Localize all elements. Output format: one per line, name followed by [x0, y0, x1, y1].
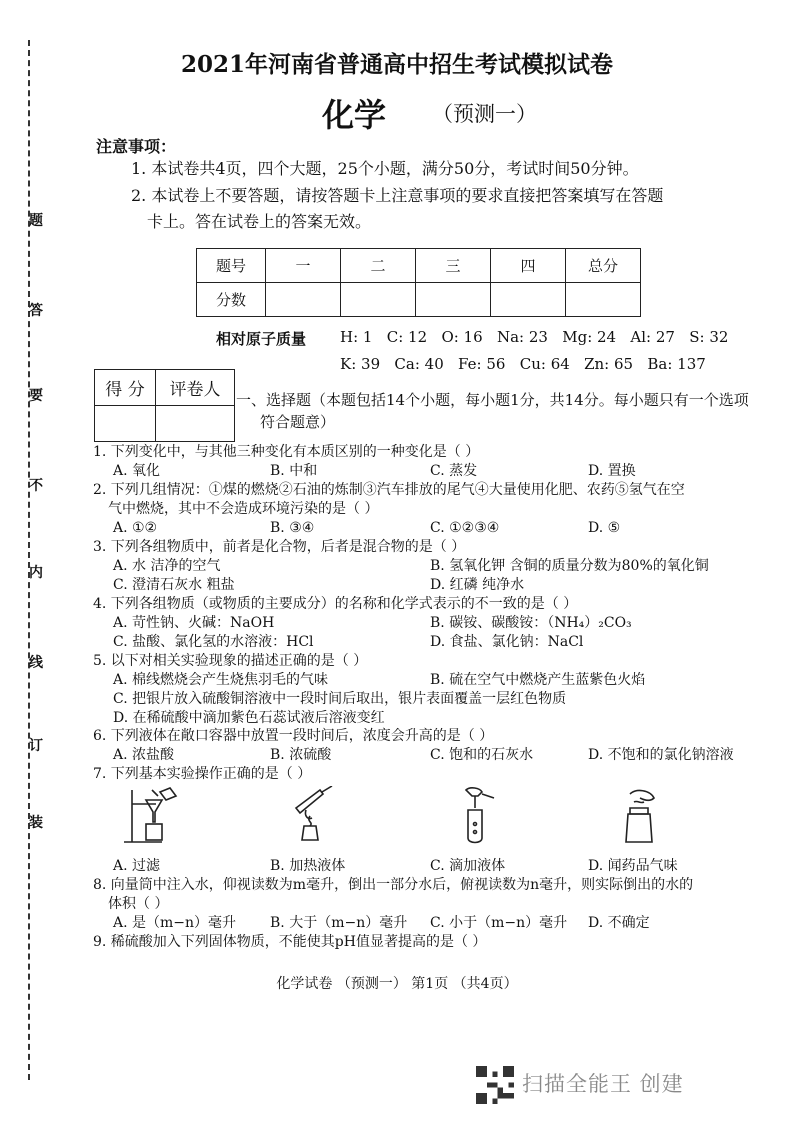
score-cell — [341, 283, 416, 317]
answer-option: D. 食盐、氯化钠：NaCl — [430, 634, 584, 650]
grader-label: 评卷人 — [156, 370, 235, 406]
question-stem: 体积（ ） — [108, 896, 169, 912]
answer-option: B. 硫在空气中燃烧产生蓝紫色火焰 — [430, 672, 646, 688]
note-item: 2. 本试卷上不要答题，请按答题卡上注意事项的要求直接把答案填写在答题 — [131, 186, 664, 205]
answer-option: D. 红磷 纯净水 — [430, 577, 525, 593]
question-stem: 9. 稀硫酸加入下列固体物质，不能使其pH值显著提高的是（ ） — [93, 934, 487, 950]
page-footer: 化学试卷 （预测一） 第1页 （共4页） — [276, 976, 518, 992]
filtration-apparatus-icon — [122, 786, 178, 844]
answer-option: D. 置换 — [588, 463, 636, 479]
question-stem: 1. 下列变化中，与其他三种变化有本质区别的一种变化是（ ） — [93, 444, 480, 460]
section-heading: 一、选择题（本题包括14个小题，每小题1分，共14分。每小题只有一个选项 — [236, 391, 749, 409]
answer-option: A. 氧化 — [113, 463, 161, 479]
question-stem: 3. 下列各组物质中，前者是化合物，后者是混合物的是（ ） — [93, 539, 466, 555]
answer-option: C. 小于（m−n）毫升 — [430, 915, 568, 931]
answer-option: A. 水 洁净的空气 — [113, 558, 221, 574]
answer-option: B. 氢氧化钾 含铜的质量分数为80%的氧化铜 — [430, 558, 709, 574]
atomic-mass-line: H: 1 C: 12 O: 16 Na: 23 Mg: 24 Al: 27 S: 32 — [340, 328, 729, 346]
answer-option: D. ⑤ — [588, 520, 621, 536]
question-stem: 2. 下列几组情况：①煤的燃烧②石油的炼制③汽车排放的尾气④大量使用化肥、农药⑤氢气在空 — [93, 482, 685, 498]
answer-option: D. 闻药品气味 — [588, 858, 678, 874]
answer-option: A. 苛性钠、火碱：NaOH — [113, 615, 275, 631]
qr-code-icon — [476, 1066, 514, 1104]
answer-option: B. ③④ — [270, 520, 315, 536]
atomic-mass-line: K: 39 Ca: 40 Fe: 56 Cu: 64 Zn: 65 Ba: 137 — [340, 355, 706, 373]
score-table-header: 一 — [266, 249, 341, 283]
subject-name: 化学 — [322, 96, 387, 134]
answer-option: D. 不确定 — [588, 915, 650, 931]
smell-gas-icon — [610, 786, 666, 844]
binding-char: 装 — [29, 815, 43, 831]
score-cell — [95, 406, 156, 442]
answer-option: C. 蒸发 — [430, 463, 478, 479]
answer-option: A. 过滤 — [113, 858, 161, 874]
question-stem: 5. 以下对相关实验现象的描述正确的是（ ） — [93, 653, 368, 669]
binding-char: 答 — [29, 303, 43, 319]
dropping-liquid-icon — [448, 786, 504, 844]
binding-char: 题 — [29, 213, 43, 229]
answer-option: B. 碳铵、碳酸铵：（NH₄）₂CO₃ — [430, 615, 632, 631]
binding-char: 要 — [29, 388, 43, 404]
score-cell — [416, 283, 491, 317]
score-table-header: 题号 — [197, 249, 266, 283]
answer-option: C. 澄清石灰水 粗盐 — [113, 577, 235, 593]
score-table — [196, 248, 641, 317]
binding-char: 订 — [29, 738, 43, 754]
heating-liquid-icon — [286, 786, 342, 844]
grader-box — [94, 369, 235, 442]
answer-option: C. ①②③④ — [430, 520, 500, 536]
score-table-header-row — [197, 249, 641, 283]
question-stem: 8. 向量筒中注入水，仰视读数为m毫升，倒出一部分水后，俯视读数为n毫升，则实际倒出的水的 — [93, 877, 694, 893]
question-stem: 7. 下列基本实验操作正确的是（ ） — [93, 766, 312, 782]
notes-heading: 注意事项： — [96, 137, 177, 156]
score-cell — [491, 283, 566, 317]
score-label: 得 分 — [95, 370, 156, 406]
score-table-header: 二 — [341, 249, 416, 283]
score-row-label: 分数 — [197, 283, 266, 317]
answer-option: A. ①② — [113, 520, 158, 536]
answer-option: A. 浓盐酸 — [113, 747, 175, 763]
answer-option: D. 在稀硫酸中滴加紫色石蕊试液后溶液变红 — [113, 710, 385, 726]
question-stem: 气中燃烧，其中不会造成环境污染的是（ ） — [108, 501, 379, 517]
answer-option: B. 中和 — [270, 463, 318, 479]
answer-option: C. 饱和的石灰水 — [430, 747, 534, 763]
exam-title: 2021年河南省普通高中招生考试模拟试卷 — [180, 51, 613, 78]
note-item: 1. 本试卷共4页，四个大题，25个小题，满分50分，考试时间50分钟。 — [131, 159, 639, 178]
answer-option: B. 加热液体 — [270, 858, 346, 874]
answer-option: A. 是（m−n）毫升 — [113, 915, 237, 931]
section-heading: 符合题意） — [260, 413, 336, 431]
answer-option: B. 大于（m−n）毫升 — [270, 915, 408, 931]
scanner-watermark: 扫描全能王 创建 — [522, 1072, 684, 1096]
score-table-header: 总分 — [566, 249, 641, 283]
score-cell — [266, 283, 341, 317]
score-table-header: 三 — [416, 249, 491, 283]
answer-option: D. 不饱和的氯化钠溶液 — [588, 747, 734, 763]
score-cell — [566, 283, 641, 317]
binding-char: 线 — [29, 655, 43, 671]
answer-option: A. 棉线燃烧会产生烧焦羽毛的气味 — [113, 672, 329, 688]
answer-option: B. 浓硫酸 — [270, 747, 332, 763]
paper-name: （预测一） — [432, 102, 537, 126]
note-item: 卡上。答在试卷上的答案无效。 — [147, 212, 372, 231]
grader-cell — [156, 406, 235, 442]
binding-line — [28, 40, 31, 1080]
question-stem: 4. 下列各组物质（或物质的主要成分）的名称和化学式表示的不一致的是（ ） — [93, 596, 578, 612]
score-table-header: 四 — [491, 249, 566, 283]
binding-char: 内 — [29, 565, 43, 581]
score-table-row — [197, 283, 641, 317]
answer-option: C. 滴加液体 — [430, 858, 506, 874]
answer-option: C. 把银片放入硫酸铜溶液中一段时间后取出，银片表面覆盖一层红色物质 — [113, 691, 567, 707]
atomic-mass-label: 相对原子质量 — [216, 330, 307, 348]
answer-option: C. 盐酸、氯化氢的水溶液：HCl — [113, 634, 314, 650]
question-stem: 6. 下列液体在敞口容器中放置一段时间后，浓度会升高的是（ ） — [93, 728, 494, 744]
binding-char: 不 — [29, 478, 43, 494]
